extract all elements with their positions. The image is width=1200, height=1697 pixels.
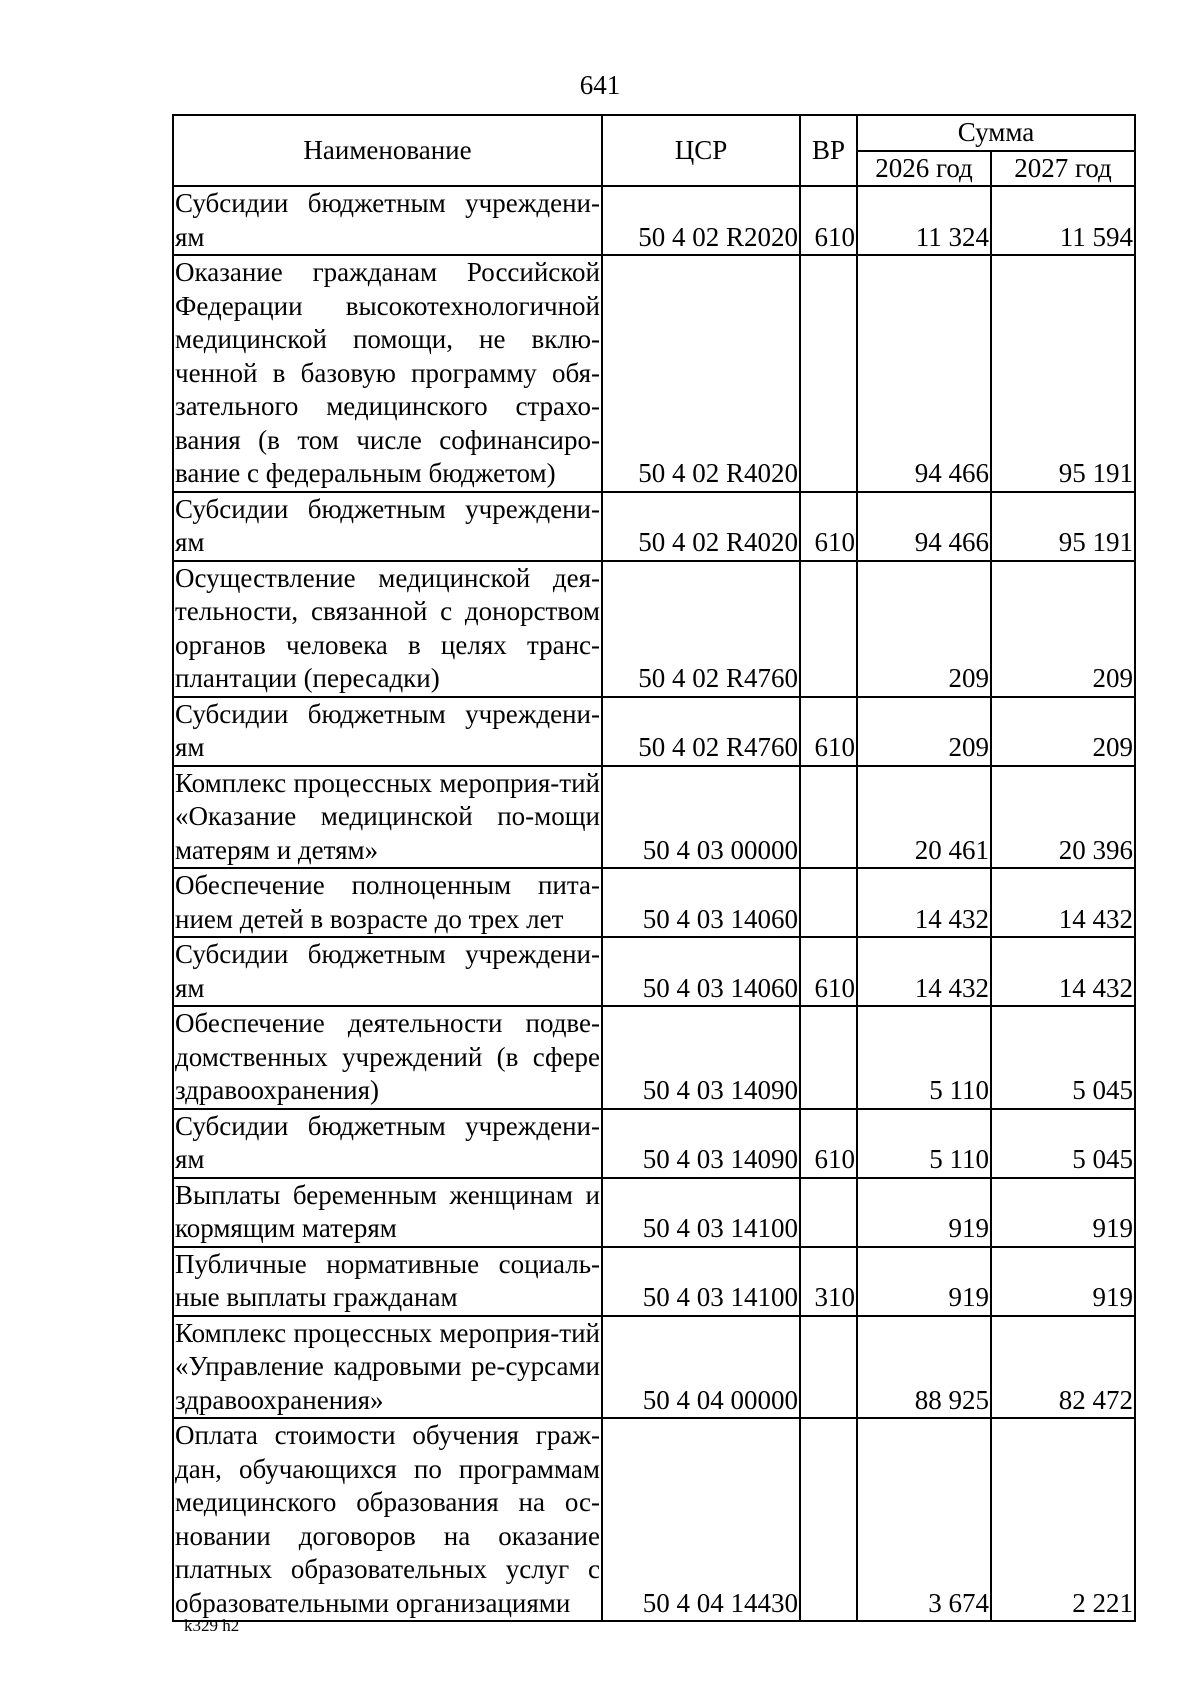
row-vr [800, 1006, 857, 1109]
row-csr: 50 4 04 00000 [602, 1316, 800, 1419]
row-csr: 50 4 04 14430 [602, 1418, 800, 1621]
row-vr: 610 [800, 937, 857, 1006]
row-sum-2027: 919 [991, 1247, 1135, 1316]
row-name: Оказание гражданам Российской Федерации высокотехнологичной медицинской помощи, не вклю-ченной в базовую программу обя-зательного медицинского страхо-вания (в том числе софинансиро-вание с федеральным бюджетом) [173, 255, 602, 492]
row-sum-2027: 82 472 [991, 1316, 1135, 1419]
row-vr [800, 1178, 857, 1247]
row-sum-2026: 94 466 [857, 255, 991, 492]
row-csr: 50 4 03 14060 [602, 868, 800, 937]
header-vr: ВР [800, 115, 857, 186]
row-sum-2026: 5 110 [857, 1006, 991, 1109]
row-csr: 50 4 02 R2020 [602, 186, 800, 255]
row-name: Выплаты беременным женщинам и кормящим матерям [173, 1178, 602, 1247]
row-sum-2026: 5 110 [857, 1109, 991, 1178]
row-name: Осуществление медицинской дея-тельности, связанной с донорством органов человека в целях транс-плантации (пересадки) [173, 561, 602, 697]
row-csr: 50 4 03 00000 [602, 766, 800, 869]
row-sum-2026: 3 674 [857, 1418, 991, 1621]
row-vr [800, 868, 857, 937]
row-sum-2026: 919 [857, 1247, 991, 1316]
header-name: Наименование [173, 115, 602, 186]
footer-code: k329 h2 [184, 1616, 240, 1635]
row-sum-2027: 11 594 [991, 186, 1135, 255]
row-vr [800, 255, 857, 492]
row-csr: 50 4 03 14090 [602, 1006, 800, 1109]
table-row [173, 766, 1135, 869]
row-name: Субсидии бюджетным учреждени-ям [173, 492, 602, 561]
table-row [173, 561, 1135, 697]
row-vr [800, 1418, 857, 1621]
row-csr: 50 4 03 14100 [602, 1178, 800, 1247]
row-sum-2027: 5 045 [991, 1109, 1135, 1178]
row-sum-2026: 11 324 [857, 186, 991, 255]
row-name: Субсидии бюджетным учреждени-ям [173, 937, 602, 1006]
table-row [173, 1316, 1135, 1419]
table-row [173, 1178, 1135, 1247]
row-csr: 50 4 02 R4760 [602, 561, 800, 697]
row-vr [800, 766, 857, 869]
row-name: Оплата стоимости обучения граж-дан, обучающихся по программам медицинского образования на ос-новании договоров на оказание платных образовательных услуг с образовательными организациями [173, 1418, 602, 1621]
row-name: Комплекс процессных мероприя-тий «Оказание медицинской по-мощи матерям и детям» [173, 766, 602, 869]
header-csr: ЦСР [602, 115, 800, 186]
row-name: Комплекс процессных мероприя-тий «Управление кадровыми ре-сурсами здравоохранения» [173, 1316, 602, 1419]
header-year-2027: 2027 год [991, 151, 1135, 187]
table-row [173, 937, 1135, 1006]
row-csr: 50 4 02 R4020 [602, 255, 800, 492]
row-sum-2026: 209 [857, 561, 991, 697]
row-csr: 50 4 03 14100 [602, 1247, 800, 1316]
table-row [173, 868, 1135, 937]
row-sum-2027: 14 432 [991, 868, 1135, 937]
table-row [173, 1006, 1135, 1109]
row-vr: 610 [800, 1109, 857, 1178]
budget-table [172, 114, 1136, 1622]
row-sum-2026: 919 [857, 1178, 991, 1247]
header-sum: Сумма [857, 115, 1135, 151]
row-sum-2027: 209 [991, 561, 1135, 697]
row-name: Обеспечение деятельности подве-домственных учреждений (в сфере здравоохранения) [173, 1006, 602, 1109]
row-sum-2026: 94 466 [857, 492, 991, 561]
row-sum-2027: 919 [991, 1178, 1135, 1247]
row-csr: 50 4 02 R4020 [602, 492, 800, 561]
row-vr: 610 [800, 697, 857, 766]
row-vr [800, 561, 857, 697]
row-sum-2026: 20 461 [857, 766, 991, 869]
row-sum-2027: 95 191 [991, 255, 1135, 492]
row-name: Субсидии бюджетным учреждени-ям [173, 697, 602, 766]
table-row [173, 1418, 1135, 1621]
row-name: Публичные нормативные социаль-ные выплаты гражданам [173, 1247, 602, 1316]
row-sum-2027: 14 432 [991, 937, 1135, 1006]
row-sum-2027: 209 [991, 697, 1135, 766]
row-sum-2026: 88 925 [857, 1316, 991, 1419]
header-year-2026: 2026 год [857, 151, 991, 187]
row-sum-2027: 95 191 [991, 492, 1135, 561]
row-sum-2026: 14 432 [857, 937, 991, 1006]
table-row [173, 697, 1135, 766]
row-csr: 50 4 02 R4760 [602, 697, 800, 766]
row-name: Обеспечение полноценным пита-нием детей в возрасте до трех лет [173, 868, 602, 937]
row-csr: 50 4 03 14090 [602, 1109, 800, 1178]
row-name: Субсидии бюджетным учреждени-ям [173, 186, 602, 255]
row-sum-2026: 14 432 [857, 868, 991, 937]
row-vr: 310 [800, 1247, 857, 1316]
row-vr: 610 [800, 492, 857, 561]
row-sum-2027: 5 045 [991, 1006, 1135, 1109]
row-name: Субсидии бюджетным учреждени-ям [173, 1109, 602, 1178]
row-sum-2027: 2 221 [991, 1418, 1135, 1621]
table-row [173, 255, 1135, 492]
row-sum-2026: 209 [857, 697, 991, 766]
table-row [173, 1109, 1135, 1178]
table-row [173, 186, 1135, 255]
row-vr: 610 [800, 186, 857, 255]
row-vr [800, 1316, 857, 1419]
table-row [173, 492, 1135, 561]
row-sum-2027: 20 396 [991, 766, 1135, 869]
page-number: 641 [579, 70, 621, 100]
table-row [173, 1247, 1135, 1316]
row-csr: 50 4 03 14060 [602, 937, 800, 1006]
